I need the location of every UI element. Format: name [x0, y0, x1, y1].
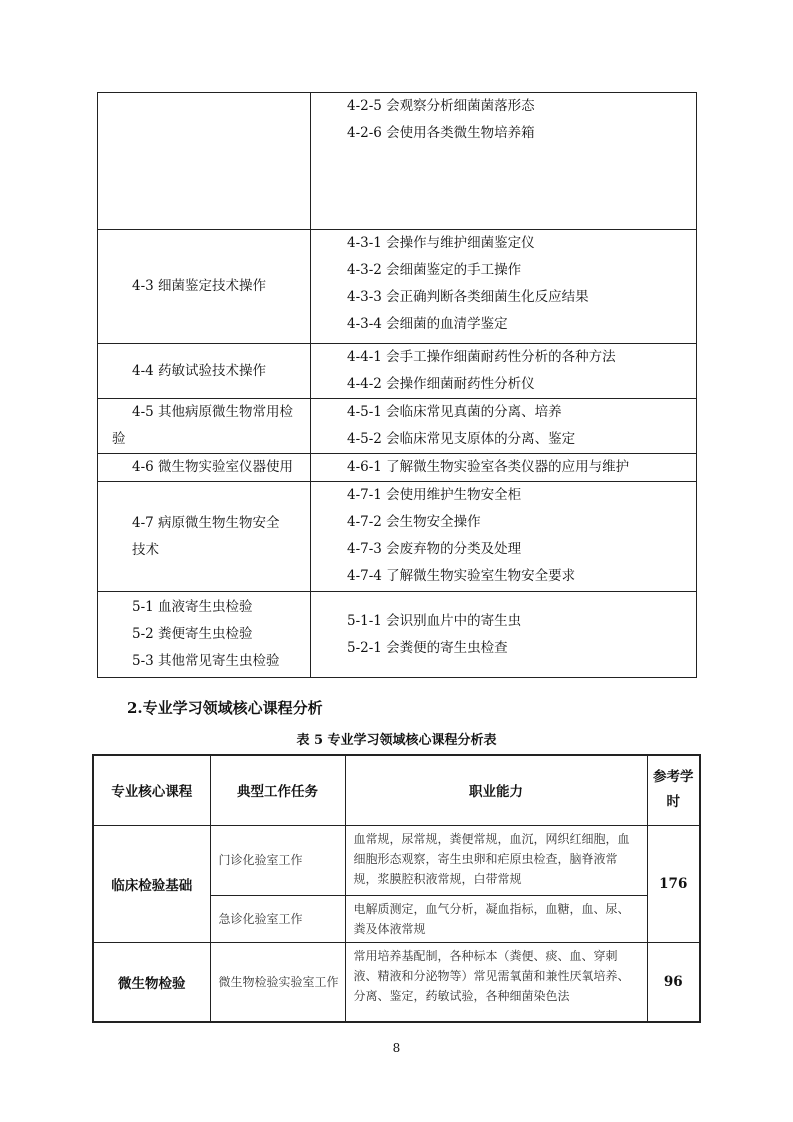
task-cell: 微生物检验实验室工作 [210, 942, 345, 1022]
skill-item: 5-1-1 会识别血片中的寄生虫 [347, 612, 522, 629]
skill-item: 4-3-3 会正确判断各类细菌生化反应结果 [347, 289, 589, 305]
skill-item: 4-3-2 会细菌鉴定的手工操作 [347, 262, 522, 278]
skill-area-label: 5-1 血液寄生虫检验 [132, 599, 253, 615]
skill-area-cell [98, 399, 311, 454]
page-number: 8 [392, 1041, 401, 1055]
header-hours-line: 参考学 [653, 769, 694, 786]
header-hours [647, 755, 700, 825]
course-name: 临床检验基础 [93, 825, 210, 942]
ability-cell: 常用培养基配制，各种标本（粪便、痰、血、穿刺液、精液和分泌物等）常见需氧菌和兼性厌氧培养、分离、鉴定，药敏试验，各种细菌染色法 [345, 942, 647, 1022]
skill-item: 4-4-1 会手工操作细菌耐药性分析的各种方法 [347, 349, 616, 365]
table-caption: 表 5 专业学习领域核心课程分析表 [296, 733, 497, 748]
skill-area-label: 4-3 细菌鉴定技术操作 [132, 278, 267, 294]
skill-detail-cell [311, 93, 697, 230]
table-row [98, 454, 697, 482]
skill-area-cell [98, 454, 311, 482]
header-task: 典型工作任务 [210, 755, 345, 825]
skill-item: 4-2-5 会观察分析细菌菌落形态 [347, 98, 535, 114]
task-cell: 急诊化验室工作 [210, 895, 345, 942]
skill-item: 4-7-1 会使用维护生物安全柜 [347, 487, 522, 503]
hours-cell: 96 [647, 942, 700, 1022]
skills-table [97, 92, 697, 678]
skill-area-label: 技术 [132, 541, 159, 558]
skill-detail-cell [311, 482, 697, 592]
skill-item: 4-4-2 会操作细菌耐药性分析仪 [347, 376, 535, 392]
skill-detail-cell [311, 592, 697, 678]
skill-item: 4-6-1 了解微生物实验室各类仪器的应用与维护 [347, 459, 630, 475]
skill-area-label: 4-4 药敏试验技术操作 [132, 362, 267, 379]
skill-area-label: 4-5 其他病原微生物常用检 [132, 404, 294, 420]
skill-area-label: 5-2 粪便寄生虫检验 [132, 626, 253, 642]
skill-item: 4-3-4 会细菌的血清学鉴定 [347, 316, 508, 332]
section-heading: 2.专业学习领域核心课程分析 [127, 699, 323, 717]
skill-detail-cell [311, 399, 697, 454]
skill-item: 4-3-1 会操作与维护细菌鉴定仪 [347, 235, 535, 251]
header-course: 专业核心课程 [93, 755, 210, 825]
skill-area-label: 验 [112, 431, 126, 447]
skill-item: 5-2-1 会粪便的寄生虫检查 [347, 639, 508, 656]
hours-cell: 176 [647, 825, 700, 942]
table-row [98, 592, 697, 678]
skill-area-label: 4-6 微生物实验室仪器使用 [132, 459, 294, 475]
skill-area-label: 5-3 其他常见寄生虫检验 [132, 653, 280, 669]
skill-area-cell [98, 230, 311, 344]
core-course-table [92, 754, 701, 1023]
table-header-row [93, 755, 700, 825]
course-name: 微生物检验 [93, 942, 210, 1022]
table-row [98, 93, 697, 230]
skill-detail-cell [311, 454, 697, 482]
skill-area-cell [98, 592, 311, 678]
skill-item: 4-7-2 会生物安全操作 [347, 514, 481, 530]
skill-detail-cell [311, 230, 697, 344]
header-hours-line: 时 [666, 794, 680, 811]
skill-item: 4-5-2 会临床常见支原体的分离、鉴定 [347, 431, 576, 447]
table-row [93, 942, 700, 1022]
table-row [98, 399, 697, 454]
table-row [98, 482, 697, 592]
skill-detail-cell [311, 344, 697, 399]
table-row [98, 344, 697, 399]
skill-item: 4-5-1 会临床常见真菌的分离、培养 [347, 404, 562, 420]
skill-item: 4-7-4 了解微生物实验室生物安全要求 [347, 568, 576, 584]
ability-cell: 血常规，尿常规，粪便常规，血沉，网织红细胞，血细胞形态观察，寄生虫卵和疟原虫检查，脑脊液常规，浆膜腔积液常规，白带常规 [345, 825, 647, 895]
skill-area-cell [98, 93, 311, 230]
skill-area-cell [98, 482, 311, 592]
skill-area-label: 4-7 病原微生物生物安全 [132, 514, 280, 531]
header-ability: 职业能力 [345, 755, 647, 825]
skill-item: 4-7-3 会废弃物的分类及处理 [347, 541, 522, 557]
table-row [98, 230, 697, 344]
task-cell: 门诊化验室工作 [210, 825, 345, 895]
skill-item: 4-2-6 会使用各类微生物培养箱 [347, 125, 535, 141]
ability-cell: 电解质测定，血气分析，凝血指标，血糖，血、尿、粪及体液常规 [345, 895, 647, 942]
table-row [93, 825, 700, 895]
skill-area-cell [98, 344, 311, 399]
